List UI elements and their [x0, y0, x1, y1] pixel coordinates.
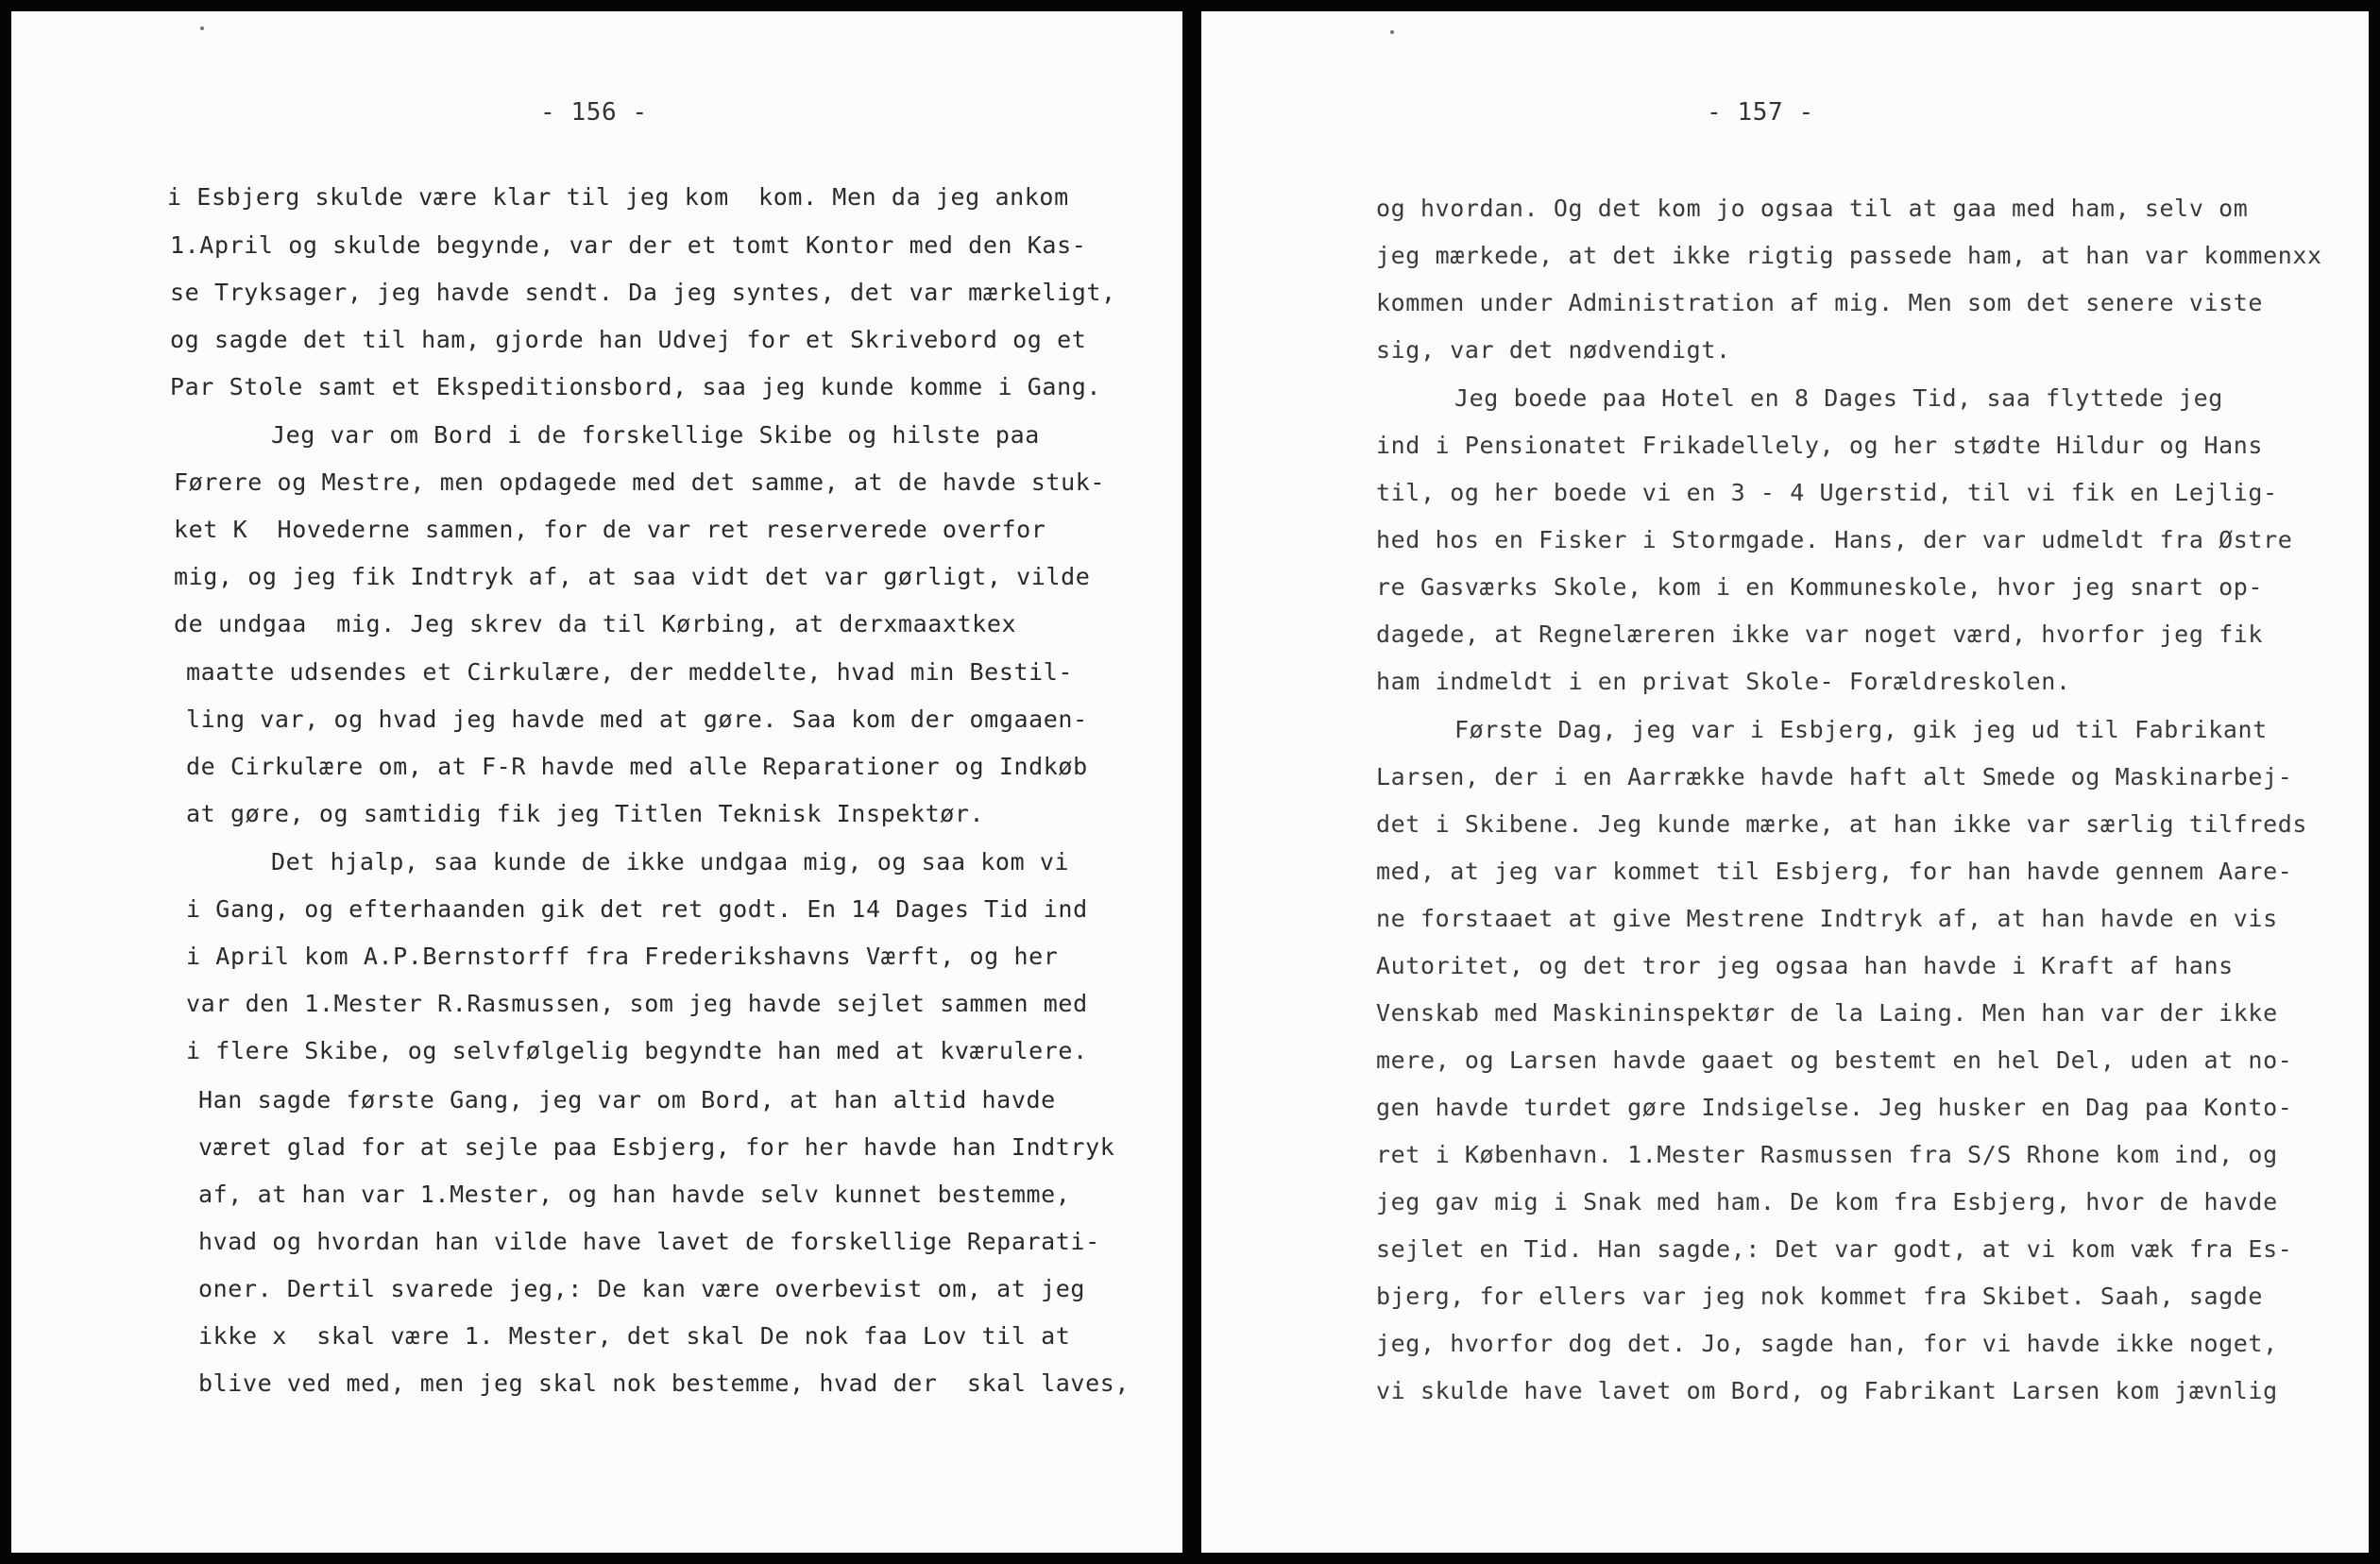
ink-speck — [200, 26, 204, 30]
text-line: Venskab med Maskininspektør de la Laing. Men han var der ikke — [1376, 999, 2278, 1027]
text-line: i Esbjerg skulde være klar til jeg kom kom. Men da jeg ankom — [167, 183, 1069, 211]
text-line: og sagde det til ham, gjorde han Udvej for et Skrivebord og et — [170, 326, 1087, 353]
text-line: sig, var det nødvendigt. — [1376, 336, 1731, 364]
text-line: gen havde turdet gøre Indsigelse. Jeg husker en Dag paa Konto- — [1376, 1094, 2293, 1121]
text-line: mig, og jeg fik Indtryk af, at saa vidt det var gørligt, vilde — [174, 563, 1091, 590]
text-line: blive ved med, men jeg skal nok bestemme, hvad der skal laves, — [198, 1369, 1130, 1397]
text-line: i April kom A.P.Bernstorff fra Frederikshavns Værft, og her — [186, 943, 1059, 970]
text-line: ling var, og hvad jeg havde med at gøre. Saa kom der omgaaen- — [186, 706, 1088, 733]
text-line: Larsen, der i en Aarrække havde haft alt Smede og Maskinarbej- — [1376, 763, 2293, 790]
text-line: Det hjalp, saa kunde de ikke undgaa mig, og saa kom vi — [271, 848, 1070, 876]
text-line: Autoritet, og det tror jeg ogsaa han havde i Kraft af hans — [1376, 952, 2234, 979]
text-line: i Gang, og efterhaanden gik det ret godt. En 14 Dages Tid ind — [186, 895, 1088, 923]
text-line: ham indmeldt i en privat Skole- Forældreskolen. — [1376, 668, 2071, 695]
text-line: kommen under Administration af mig. Men som det senere viste — [1376, 289, 2264, 316]
text-line: været glad for at sejle paa Esbjerg, for her havde han Indtryk — [198, 1133, 1115, 1161]
text-line: Første Dag, jeg var i Esbjerg, gik jeg ud til Fabrikant — [1454, 716, 2268, 743]
text-line: 1.April og skulde begynde, var der et tomt Kontor med den Kas- — [170, 231, 1087, 259]
text-line: maatte udsendes et Cirkulære, der meddelte, hvad min Bestil- — [186, 658, 1074, 686]
text-line: oner. Dertil svarede jeg,: De kan være overbevist om, at jeg — [198, 1275, 1086, 1302]
right-page — [1201, 11, 2369, 1553]
text-line: i flere Skibe, og selvfølgelig begyndte han med at kværulere. — [186, 1037, 1088, 1064]
text-line: se Tryksager, jeg havde sendt. Da jeg syntes, det var mærkeligt, — [170, 279, 1116, 306]
text-line: de undgaa mig. Jeg skrev da til Kørbing, at derxmaaxtkex — [174, 610, 1017, 638]
text-line: Han sagde første Gang, jeg var om Bord, at han altid havde — [198, 1086, 1056, 1114]
text-line: jeg, hvorfor dog det. Jo, sagde han, for vi havde ikke noget, — [1376, 1330, 2278, 1357]
left-page-number: - 156 - — [540, 98, 648, 127]
text-line: dagede, at Regnelæreren ikke var noget værd, hvorfor jeg fik — [1376, 620, 2264, 648]
text-line: Par Stole samt et Ekspeditionsbord, saa jeg kunde komme i Gang. — [170, 373, 1102, 400]
text-line: sejlet en Tid. Han sagde,: Det var godt, at vi kom væk fra Es- — [1376, 1235, 2293, 1263]
left-page — [11, 11, 1182, 1553]
text-line: med, at jeg var kommet til Esbjerg, for han havde gennem Aare- — [1376, 858, 2293, 885]
text-line: Jeg var om Bord i de forskellige Skibe og hilste paa — [271, 421, 1040, 449]
text-line: ket K Hovederne sammen, for de var ret reserverede overfor — [174, 516, 1046, 543]
text-line: af, at han var 1.Mester, og han havde selv kunnet bestemme, — [198, 1181, 1071, 1208]
text-line: det i Skibene. Jeg kunde mærke, at han ikke var særlig tilfreds — [1376, 810, 2308, 838]
text-line: vi skulde have lavet om Bord, og Fabrikant Larsen kom jævnlig — [1376, 1377, 2278, 1404]
text-line: de Cirkulære om, at F-R havde med alle Reparationer og Indkøb — [186, 753, 1088, 780]
text-line: Førere og Mestre, men opdagede med det samme, at de havde stuk- — [174, 468, 1106, 496]
text-line: Jeg boede paa Hotel en 8 Dages Tid, saa flyttede jeg — [1454, 384, 2223, 412]
text-line: at gøre, og samtidig fik jeg Titlen Teknisk Inspektør. — [186, 800, 985, 827]
text-line: bjerg, for ellers var jeg nok kommet fra Skibet. Saah, sagde — [1376, 1283, 2264, 1310]
text-line: mere, og Larsen havde gaaet og bestemt en hel Del, uden at no- — [1376, 1046, 2293, 1074]
text-line: ind i Pensionatet Frikadellely, og her stødte Hildur og Hans — [1376, 432, 2264, 459]
text-line: jeg mærkede, at det ikke rigtig passede ham, at han var kommenxx — [1376, 242, 2322, 269]
text-line: hvad og hvordan han vilde have lavet de forskellige Reparati- — [198, 1228, 1100, 1255]
ink-speck — [1390, 30, 1394, 34]
text-line: ret i København. 1.Mester Rasmussen fra S/S Rhone kom ind, og — [1376, 1141, 2278, 1168]
text-line: og hvordan. Og det kom jo ogsaa til at gaa med ham, selv om — [1376, 195, 2249, 222]
text-line: jeg gav mig i Snak med ham. De kom fra Esbjerg, hvor de havde — [1376, 1188, 2278, 1216]
text-line: ikke x skal være 1. Mester, det skal De nok faa Lov til at — [198, 1322, 1071, 1350]
text-line: hed hos en Fisker i Stormgade. Hans, der var udmeldt fra Østre — [1376, 526, 2293, 553]
text-line: re Gasværks Skole, kom i en Kommuneskole, hvor jeg snart op- — [1376, 573, 2264, 601]
text-line: var den 1.Mester R.Rasmussen, som jeg havde sejlet sammen med — [186, 990, 1088, 1017]
right-page-number: - 157 - — [1707, 98, 1814, 127]
text-line: til, og her boede vi en 3 - 4 Ugerstid, til vi fik en Lejlig- — [1376, 479, 2278, 506]
text-line: ne forstaaet at give Mestrene Indtryk af, at han havde en vis — [1376, 905, 2278, 932]
